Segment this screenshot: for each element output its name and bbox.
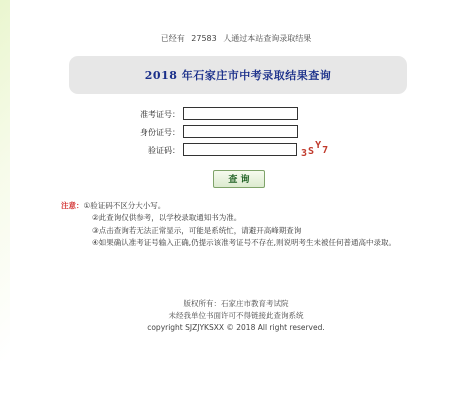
captcha-label-box <box>120 143 180 157</box>
footer-link-notice: 未经我单位书面许可不得链接此查询系统 <box>168 311 304 320</box>
notes-section <box>61 200 421 250</box>
note-item: ②此查询仅供参考，以学校录取通知书为准。 <box>92 213 242 223</box>
visitor-prefix: 已经有 <box>160 34 185 43</box>
captcha-char: Y <box>315 140 323 151</box>
footer-copyright: copyright SJZJYKSXX © 2018 All right reserved. <box>147 323 325 332</box>
visitor-counter <box>10 33 462 44</box>
notes-heading: 注意： <box>61 201 84 210</box>
exam-number-label-box <box>120 107 180 121</box>
title-bar <box>69 56 407 94</box>
visitor-count: 27583 <box>191 34 217 43</box>
exam-number-input[interactable] <box>183 107 298 120</box>
footer-copyright-owner: 版权所有：石家庄市教育考试院 <box>183 299 289 308</box>
note-text: ①验证码不区分大小写。 <box>83 201 166 210</box>
id-number-label: 身份证号： <box>140 127 180 137</box>
captcha-char: 3 <box>301 148 309 159</box>
query-button[interactable]: 查 询 <box>213 170 265 188</box>
id-number-label-box <box>120 125 180 139</box>
captcha-image[interactable] <box>301 140 330 159</box>
id-number-input[interactable] <box>183 125 298 138</box>
footer <box>10 298 462 334</box>
page-title: 2018 年石家庄市中考录取结果查询 <box>144 69 332 82</box>
captcha-input[interactable] <box>183 143 297 156</box>
captcha-char: S <box>308 146 316 157</box>
captcha-char: 7 <box>322 145 330 156</box>
note-item: ③点击查询若无法正常显示，可能是系统忙，请避开高峰期查询 <box>92 225 302 235</box>
exam-number-label: 准考证号： <box>140 109 180 119</box>
page-container <box>10 0 462 400</box>
note-item <box>61 200 421 212</box>
captcha-label: 验证码： <box>148 145 180 155</box>
visitor-suffix: 人通过本站查询录取结果 <box>223 34 312 43</box>
note-item: ④如果确认准考证号输入正确,仍提示该准考证号不存在,则说明考生未被任何普通高中录取。 <box>92 238 396 248</box>
